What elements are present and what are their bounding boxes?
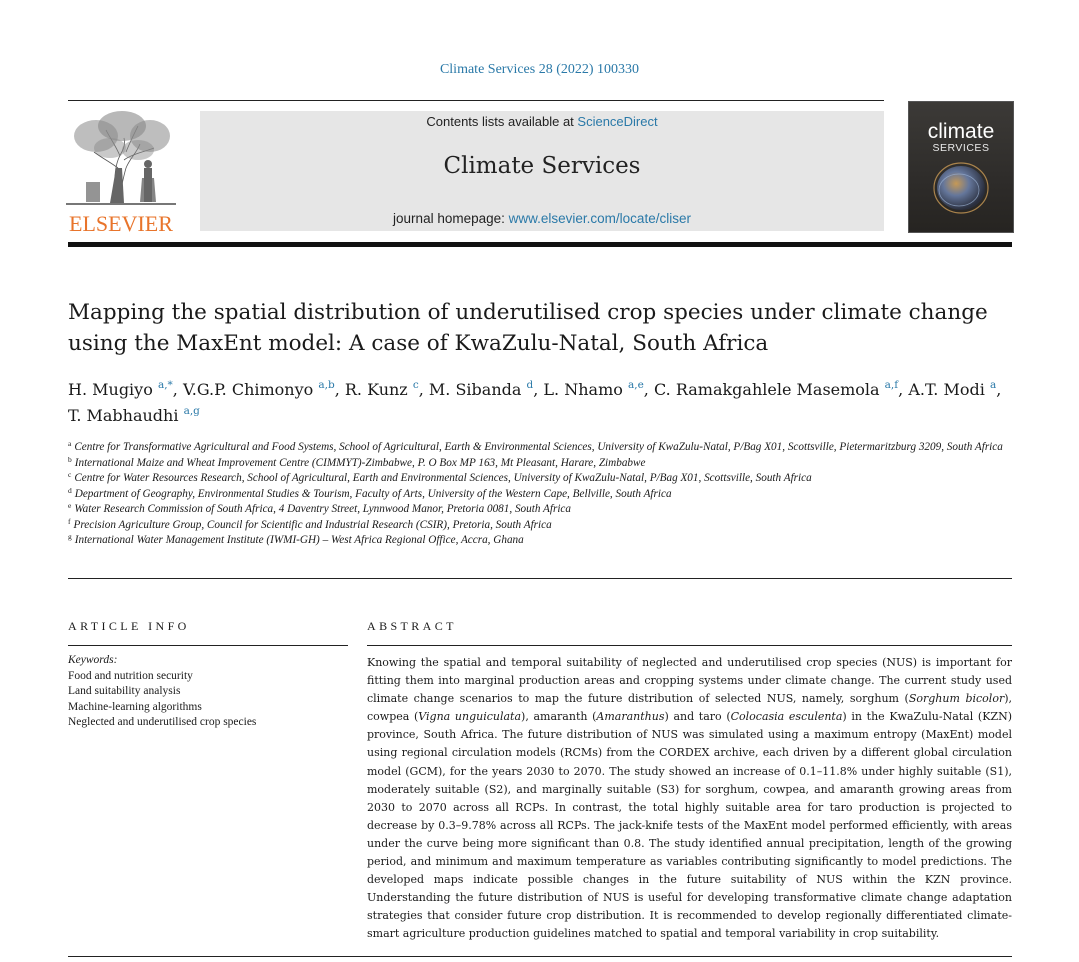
- elsevier-tree-icon: [66, 108, 176, 208]
- cover-globe-icon: [931, 160, 991, 216]
- keyword-item[interactable]: Neglected and underutilised crop species: [68, 716, 257, 728]
- affiliation: $^g$ International Water Management Institute (IWMI-GH) – West Africa Regional Office, Accra, Ghana: [68, 532, 524, 546]
- article-info-heading: ARTICLE INFO: [68, 619, 190, 633]
- keyword-item[interactable]: Food and nutrition security: [68, 669, 193, 682]
- journal-citation[interactable]: Climate Services 28 (2022) 100330: [439, 62, 640, 77]
- author[interactable]: R. Kunz $^c$,: [344, 379, 424, 399]
- cover-subtitle: SERVICES: [932, 142, 990, 154]
- affiliation: $^c$ Centre for Water Resources Research, School of Agricultural, Earth and Environmental Sciences, University of KwaZulu-Natal, P/Bag X01, Scottsville, South Africa: [68, 470, 812, 484]
- header-bottom-rule: [68, 242, 1012, 247]
- sciencedirect-link[interactable]: ScienceDirect: [577, 114, 658, 129]
- journal-header-box: [200, 111, 884, 231]
- elsevier-wordmark: ELSEVIER: [69, 211, 173, 236]
- abstract-rule: [367, 645, 1012, 646]
- abstract-heading: ABSTRACT: [367, 619, 457, 633]
- keyword-item[interactable]: Machine-learning algorithms: [68, 700, 202, 713]
- contents-line: [200, 114, 884, 129]
- affiliation: $^b$ International Maize and Wheat Improvement Centre (CIMMYT)-Zimbabwe, P. O Box MP 163, Mt Pleasant, Harare, Zimbabwe: [68, 454, 646, 469]
- author[interactable]: T. Mabhaudhi $^{a,g}$: [68, 405, 200, 425]
- author[interactable]: H. Mugiyo $^{a,*}$,: [68, 379, 178, 399]
- contents-prefix: Contents lists available at: [426, 114, 578, 129]
- homepage-line: [200, 211, 884, 226]
- affiliation: $^d$ Department of Geography, Environmental Studies & Tourism, Faculty of Arts, University of the Western Cape, Bellville, South Africa: [68, 485, 672, 500]
- homepage-prefix: journal homepage:: [393, 211, 509, 226]
- affiliation: $^e$ Water Research Commission of South Africa, 4 Daventry Street, Lynnwood Manor, Pretoria 0081, South Africa: [68, 501, 571, 515]
- author[interactable]: L. Nhamo $^{a,e}$,: [543, 379, 649, 399]
- author[interactable]: A.T. Modi $^a$,: [908, 379, 1002, 399]
- keywords-block: [68, 653, 348, 731]
- author[interactable]: V.G.P. Chimonyo $^{a,b}$,: [182, 379, 340, 399]
- homepage-link[interactable]: www.elsevier.com/locate/cliser: [508, 211, 691, 226]
- author[interactable]: C. Ramakgahlele Masemola $^{a,f}$,: [653, 379, 904, 399]
- cover-title: climate: [927, 120, 995, 143]
- abstract-bottom-rule: [68, 956, 1012, 957]
- section-divider: [68, 578, 1012, 579]
- elsevier-logo[interactable]: [66, 108, 176, 236]
- author-list: [68, 377, 1018, 429]
- header-top-rule: [68, 100, 884, 101]
- keywords-label: Keywords:: [68, 654, 118, 666]
- abstract-text: Knowing the spatial and temporal suitability of neglected and underutilised crop species (NUS) is important for fitting them into marginal production areas and cropping systems under climate change. The current study used climate change scenarios to map the future distribution of selected NUS, namely, sorghum (Sorghum bicolor), cowpea (Vigna unguiculata), amaranth (Amaranthus) and taro (Colocasia esculenta) in the KwaZulu-Natal (KZN) province, South Africa. The future distribution of NUS was simulated using a maximum entropy (MaxEnt) model using regional circulation models (RCMs) from the CORDEX archive, each driven by a different global circulation model (GCM), for the years 2030 to 2070. The study showed an increase of 0.1–11.8% under highly suitable (S1), moderately suitable (S2), and marginally suitable (S3) for sorghum, cowpea, and amaranth growing areas from 2030 to 2070 across all RCPs. In contrast, the total highly suitable area for taro production is projected to decrease by 0.3–9.78% across all RCPs. The jack-knife tests of the MaxEnt model performed efficiently, with areas under the curve being more significant than 0.8. The study identified annual precipitation, length of the growing period, and minimum and maximum temperature as variables contributing significantly to model predictions. The developed maps indicate possible changes in the future suitability of NUS within the KZN province. Understanding the future distribution of NUS is useful for developing transformative climate change adaptation strategies that consider future crop distribution. It is recommended to develop regionally differentiated climate-smart agriculture production guidelines matched to spatial and temporal variability in crop suitability.: [367, 656, 1013, 941]
- article-title: Mapping the spatial distribution of underutilised crop species under climate change using the MaxEnt model: A case of KwaZulu-Natal, South Africa: [68, 300, 988, 356]
- affiliation-list: [68, 440, 1018, 549]
- journal-cover[interactable]: [908, 101, 1014, 233]
- article-info-rule: [68, 645, 348, 646]
- keyword-item[interactable]: Land suitability analysis: [68, 685, 181, 697]
- affiliation: $^a$ Centre for Transformative Agricultural and Food Systems, School of Agricultural, Earth & Environmental Sciences, University of KwaZulu-Natal, P/Bag X01, Scottsville, Pietermaritzburg 3209, South Africa: [68, 439, 1003, 453]
- author[interactable]: M. Sibanda $^d$,: [428, 379, 539, 399]
- journal-name: Climate Services: [443, 153, 641, 179]
- affiliation: $^f$ Precision Agriculture Group, Council for Scientific and Industrial Research (CSIR), Pretoria, South Africa: [68, 516, 552, 531]
